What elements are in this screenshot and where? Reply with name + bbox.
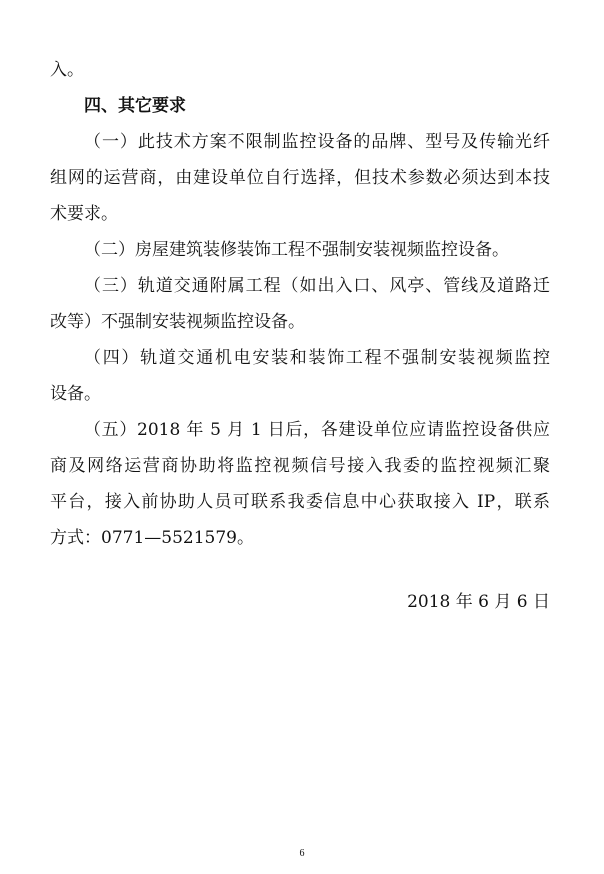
paragraph-line-10: （五）2018 年 5 月 1 日后，各建设单位应请监控设备供应 bbox=[84, 420, 550, 440]
paragraph-line-13: 方式：0771—5521579。 bbox=[50, 528, 254, 548]
paragraph-line-12: 平台，接入前协助人员可联系我委信息中心获取接入 IP，联系 bbox=[50, 492, 550, 512]
paragraph-line-11: 商及网络运营商协助将监控视频信号接入我委的监控视频汇聚 bbox=[50, 456, 550, 476]
paragraph-line-2: （一）此技术方案不限制监控设备的品牌、型号及传输光纤 bbox=[84, 132, 550, 152]
section-heading: 四、其它要求 bbox=[84, 96, 186, 116]
paragraph-line-3: 组网的运营商，由建设单位自行选择，但技术参数必须达到本技 bbox=[50, 168, 550, 188]
document-date: 2018 年 6 月 6 日 bbox=[407, 592, 550, 612]
paragraph-line-9: 设备。 bbox=[50, 384, 101, 404]
paragraph-line-7: 改等）不强制安装视频监控设备。 bbox=[50, 312, 305, 332]
paragraph-line-1: 入。 bbox=[50, 60, 84, 80]
paragraph-line-8: （四）轨道交通机电安装和装饰工程不强制安装视频监控 bbox=[84, 348, 550, 368]
paragraph-line-4: 术要求。 bbox=[50, 204, 118, 224]
paragraph-line-6: （三）轨道交通附属工程（如出入口、风亭、管线及道路迁 bbox=[84, 276, 550, 296]
paragraph-line-5: （二）房屋建筑装修装饰工程不强制安装视频监控设备。 bbox=[84, 240, 509, 260]
page-number: 6 bbox=[299, 848, 305, 859]
